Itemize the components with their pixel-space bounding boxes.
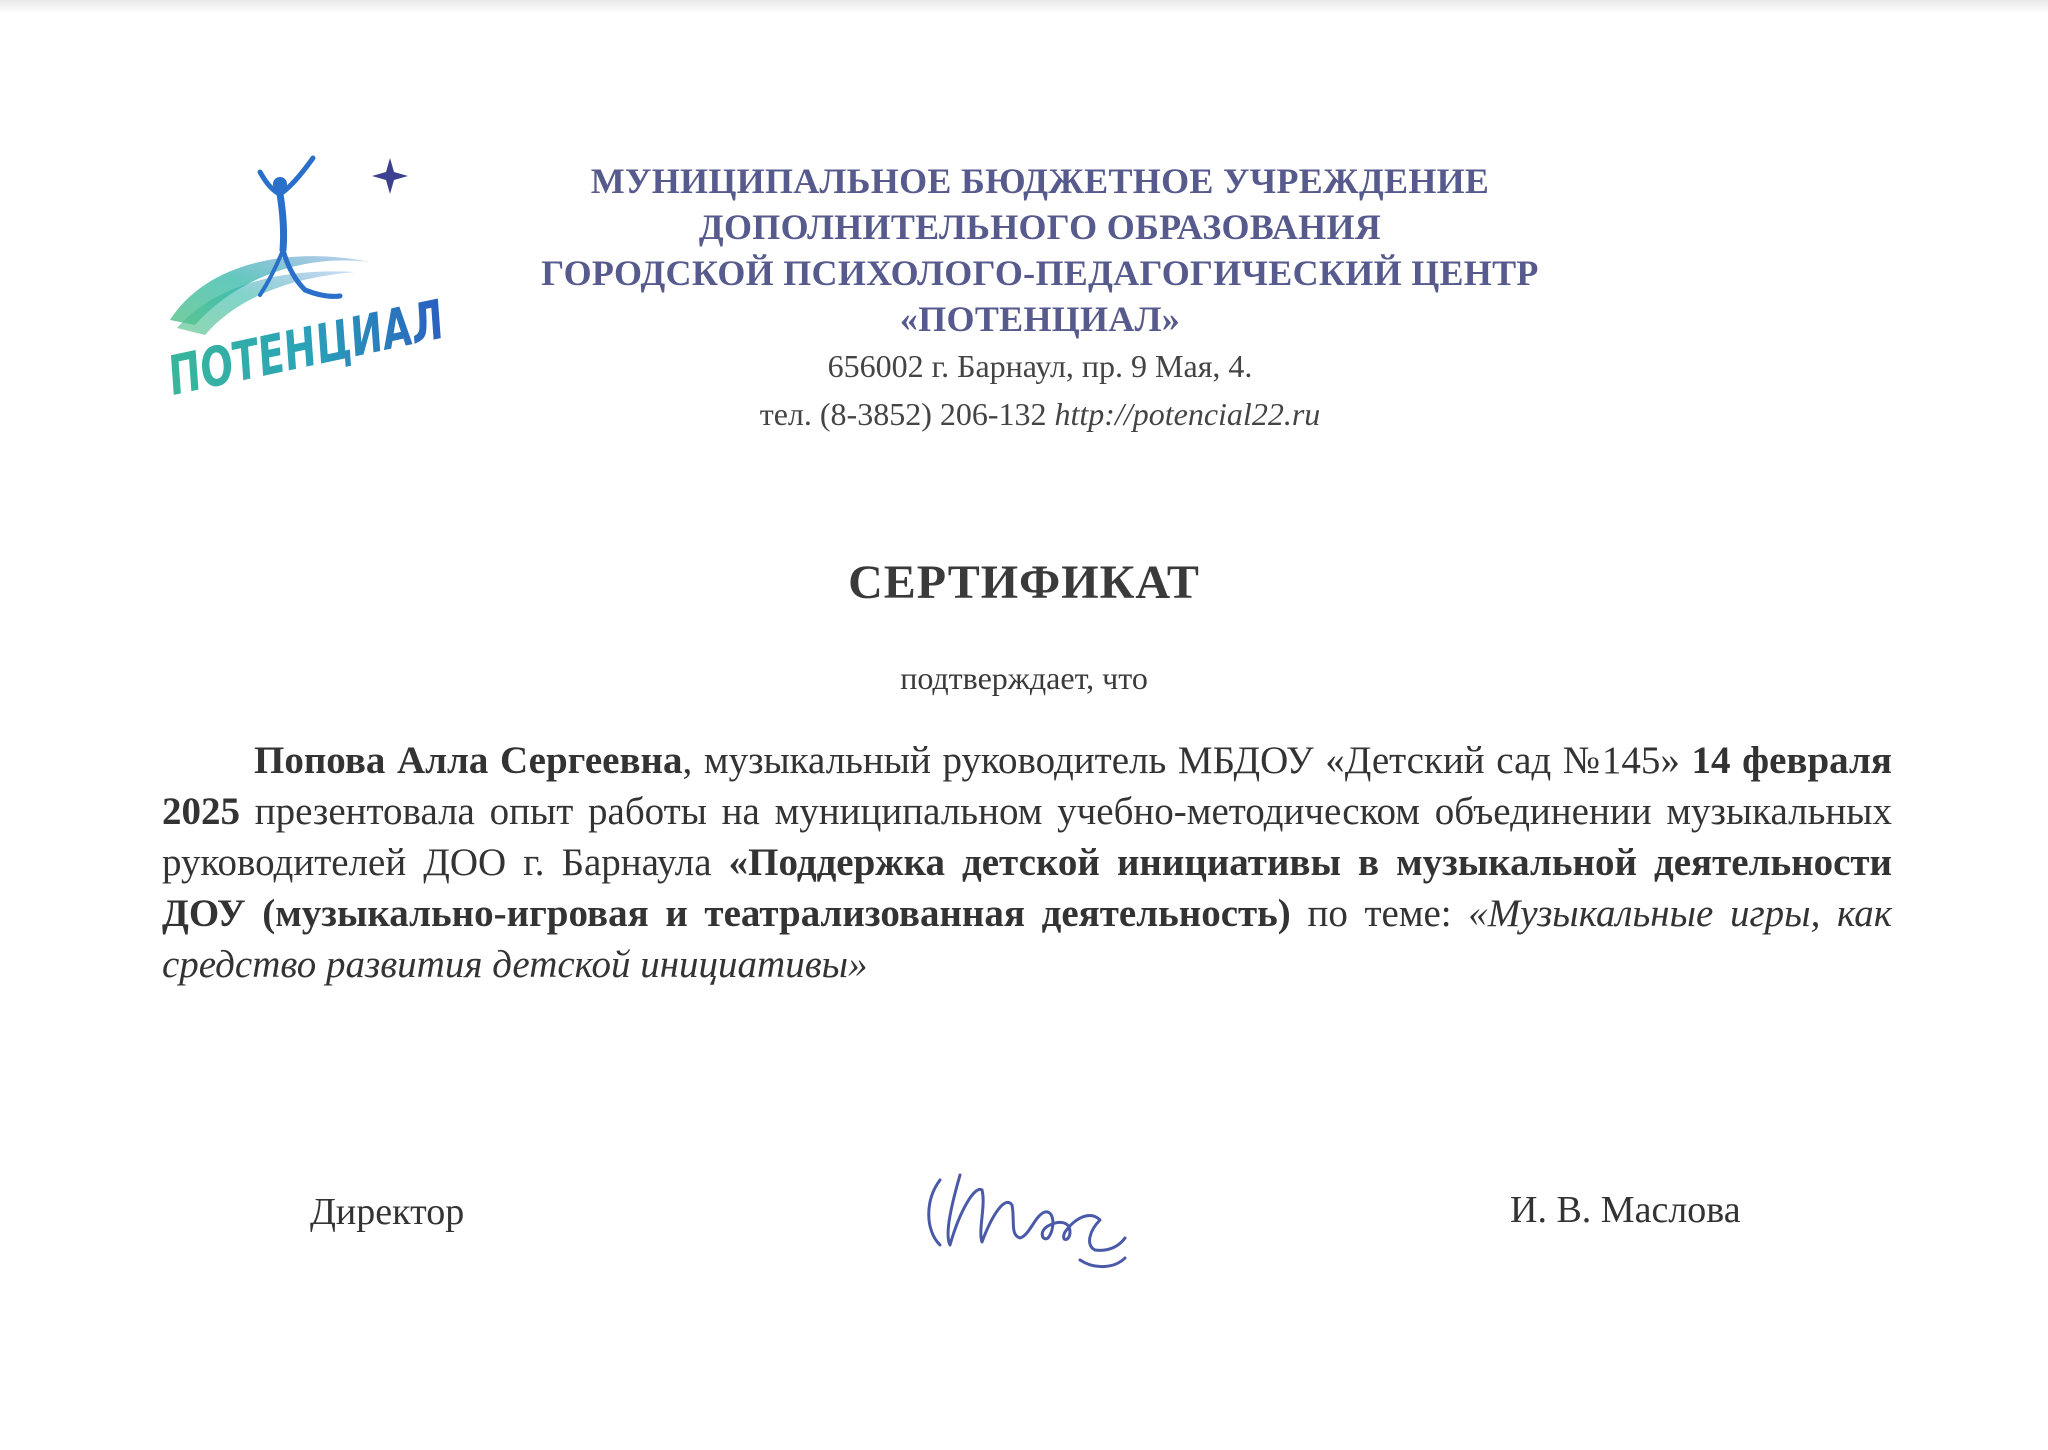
director-title: Директор xyxy=(310,1191,465,1233)
website-link[interactable]: http://potencial22.ru xyxy=(1054,396,1321,432)
address: 656002 г. Барнаул, пр. 9 Мая, 4. xyxy=(827,348,1253,384)
presentation-topic: «Музыкальные игры, как средство развития детской инициативы» xyxy=(162,892,1892,986)
certificate-title: СЕРТИФИКАТ xyxy=(848,556,1200,609)
association-name: «Поддержка детской инициативы в музыкальной деятельности ДОУ (музыкально-игровая и театрализованная деятельность) xyxy=(162,841,1893,935)
confirm-text: подтверждает, что xyxy=(900,660,1148,696)
event-date: 14 февраля 2025 xyxy=(162,739,1892,833)
org-line-3: ГОРОДСКОЙ ПСИХОЛОГО-ПЕДАГОГИЧЕСКИЙ ЦЕНТР xyxy=(541,253,1539,293)
org-line-4: «ПОТЕНЦИАЛ» xyxy=(899,299,1181,339)
org-line-1: МУНИЦИПАЛЬНОЕ БЮДЖЕТНОЕ УЧРЕЖДЕНИЕ xyxy=(590,161,1490,201)
body-text-1: презентовала опыт работы на муниципальном учебно-методическом объединении музыкальных руководителей ДОО г. Барнаула xyxy=(162,790,1892,884)
page-top-edge xyxy=(0,0,2048,14)
org-line-2: ДОПОЛНИТЕЛЬНОГО ОБРАЗОВАНИЯ xyxy=(698,207,1382,247)
handwritten-signature xyxy=(920,1150,1160,1280)
recipient-role: , музыкальный руководитель МБДОУ «Детский сад №145» xyxy=(682,739,1680,782)
phone: тел. (8-3852) 206-132 xyxy=(759,396,1047,432)
contacts-line xyxy=(480,390,1600,438)
star-icon xyxy=(372,158,408,194)
certificate-body xyxy=(162,735,1892,990)
recipient-name: Попова Алла Сергеевна xyxy=(254,739,683,782)
organization-header xyxy=(480,158,1600,438)
body-text-2: по теме: xyxy=(1290,892,1469,935)
director-name: И. В. Маслова xyxy=(1510,1189,1741,1231)
potencial-logo xyxy=(162,150,560,410)
logo-text: ПОТЕНЦИАЛ xyxy=(162,264,560,408)
